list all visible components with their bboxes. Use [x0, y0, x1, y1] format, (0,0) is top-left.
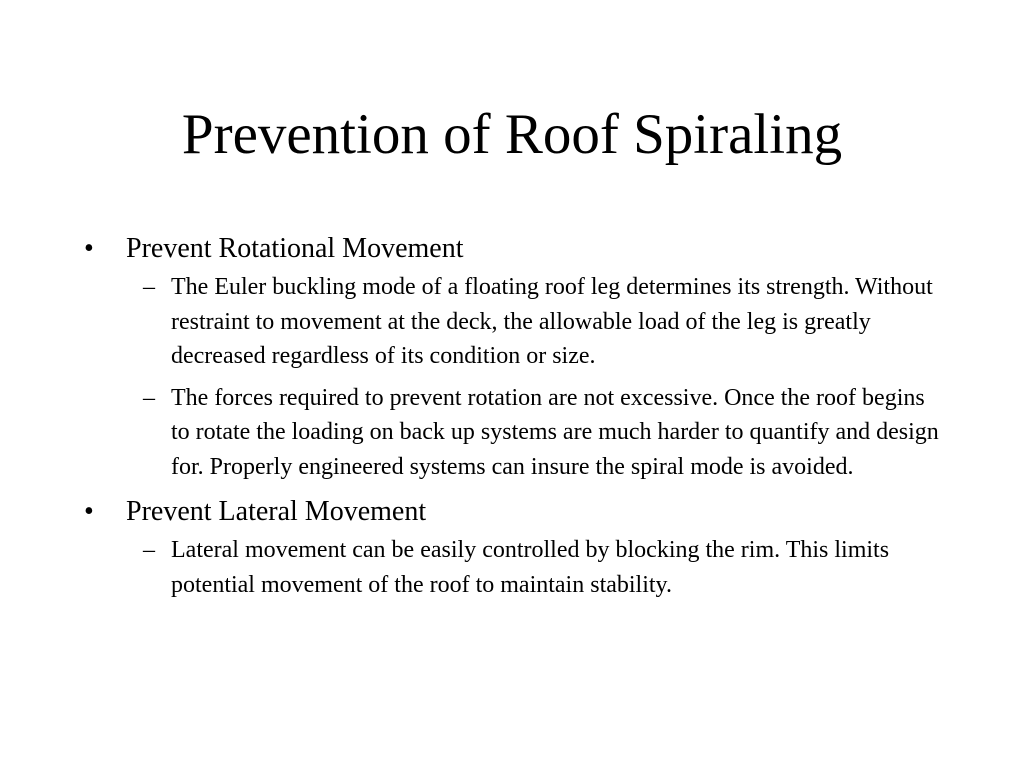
slide-body — [84, 228, 964, 602]
bullet-item — [84, 228, 964, 270]
sub-bullet-text: The forces required to prevent rotation are not excessive. Once the roof begins to rotate the loading on back up systems are much harder to quantify and design for. Properly engineered systems can insure the spiral mode is avoided. — [171, 384, 939, 480]
sub-bullet-list — [84, 270, 964, 484]
bullet-marker: • — [84, 233, 94, 264]
dash-marker: – — [143, 274, 155, 300]
sub-bullet-list — [84, 533, 964, 602]
dash-marker: – — [143, 537, 155, 563]
dash-marker: – — [143, 384, 155, 411]
sub-bullet-item — [84, 381, 941, 485]
sub-bullet-item — [84, 270, 941, 374]
bullet-marker: • — [84, 496, 94, 527]
sub-bullet-text: Lateral movement can be easily controlled by blocking the rim. This limits potential movement of the roof to maintain stability. — [171, 537, 890, 598]
sub-bullet-text: The Euler buckling mode of a floating roof leg determines its strength. Without restraint to movement at the deck, the allowable load of the leg is greatly decreased regardless of its condition or size. — [171, 274, 933, 369]
bullet-text: Prevent Rotational Movement — [126, 233, 464, 264]
slide-title: Prevention of Roof Spiraling — [181, 103, 843, 166]
bullet-item — [84, 491, 964, 533]
bullet-text: Prevent Lateral Movement — [126, 496, 427, 527]
sub-bullet-item — [84, 533, 941, 602]
